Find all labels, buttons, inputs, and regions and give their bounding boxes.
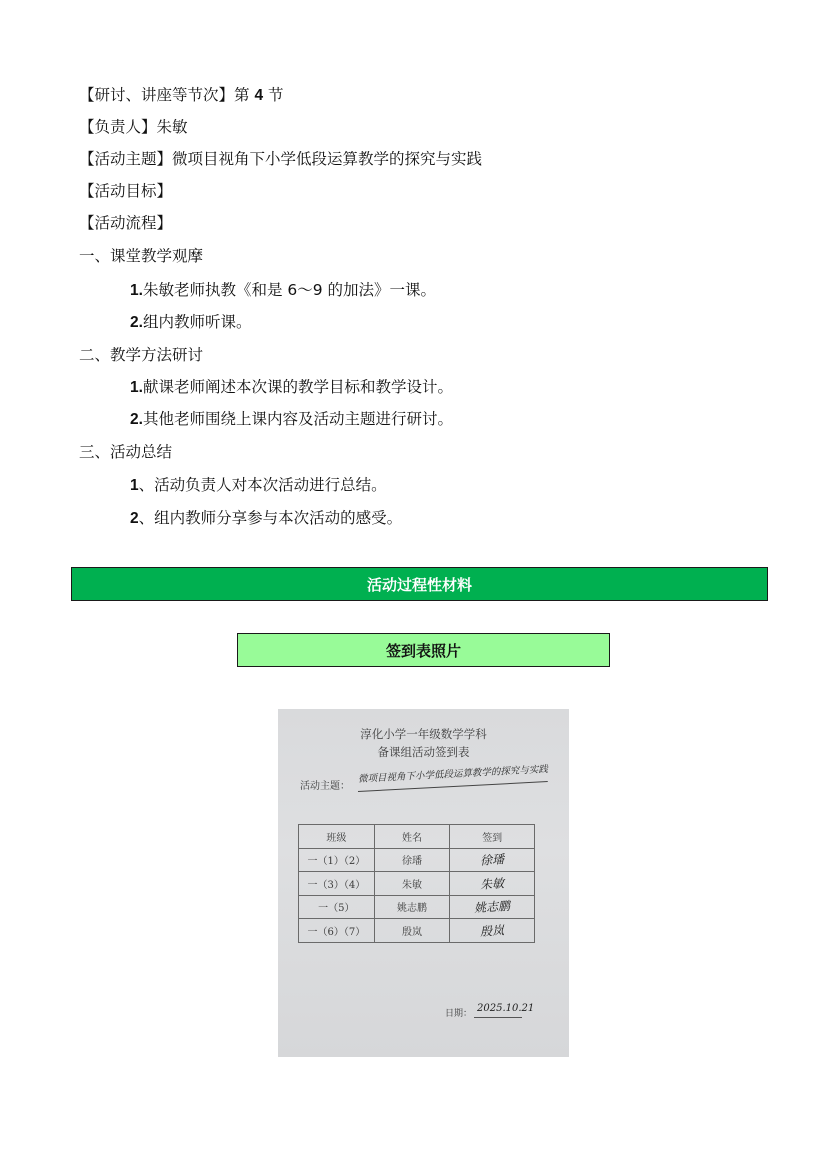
process-line: 【活动流程】 (79, 214, 173, 232)
list-item (130, 508, 402, 529)
item-number: 1. (130, 379, 143, 396)
signature: 朱敏 (479, 875, 505, 892)
process-materials-banner: 活动过程性材料 (71, 567, 768, 601)
sheet-subtitle: 备课组活动签到表 (377, 745, 470, 759)
session-suffix: 节 (268, 86, 284, 104)
goal-line: 【活动目标】 (79, 182, 173, 200)
theme-line: 【活动主题】微项目视角下小学低段运算教学的探究与实践 (79, 150, 483, 168)
session-number: 4 (254, 87, 264, 104)
item-number: 1 (130, 477, 139, 494)
item-number: 1. (130, 282, 143, 299)
cell-class: 一（1）（2） (299, 848, 375, 872)
cell-class: 一（6）（7） (299, 919, 375, 943)
item-text: 献课老师阐述本次课的教学目标和教学设计。 (142, 378, 453, 396)
item-number: 2. (130, 314, 143, 331)
sign-in-table (298, 824, 535, 943)
table-row (299, 895, 535, 919)
cell-name: 徐璠 (374, 848, 450, 872)
header-name: 姓名 (374, 825, 450, 849)
list-item (130, 377, 453, 398)
header-sign: 签到 (450, 825, 535, 849)
date-underline (474, 1017, 522, 1018)
section-heading: 一、课堂教学观摩 (79, 247, 204, 265)
item-text: 组内教师听课。 (142, 313, 252, 331)
cell-signature (450, 848, 535, 872)
section-heading: 二、教学方法研讨 (79, 346, 204, 364)
cell-class: 一（5） (299, 895, 375, 919)
cell-signature (450, 895, 535, 919)
sign-in-photo-banner: 签到表照片 (237, 633, 610, 667)
sheet-date-label: 日期： (445, 1009, 473, 1019)
signature: 殷岚 (479, 922, 505, 939)
section-heading: 三、活动总结 (79, 443, 173, 461)
table-row (299, 919, 535, 943)
cell-signature (450, 919, 535, 943)
cell-signature (450, 872, 535, 896)
sign-in-sheet-photo (278, 709, 569, 1057)
signature: 姚志鹏 (473, 899, 511, 916)
session-line (79, 85, 284, 106)
item-text: 其他老师围绕上课内容及活动主题进行研讨。 (142, 410, 453, 428)
item-text: 、活动负责人对本次活动进行总结。 (138, 476, 387, 494)
sheet-theme-value: 微项目视角下小学低段运算教学的探究与实践 (357, 764, 549, 785)
leader-line: 【负责人】朱敏 (79, 118, 188, 136)
item-number: 2 (130, 510, 139, 527)
cell-name: 朱敏 (374, 872, 450, 896)
cell-name: 殷岚 (374, 919, 450, 943)
item-number: 2. (130, 411, 143, 428)
item-text: 、组内教师分享参与本次活动的感受。 (138, 509, 403, 527)
sheet-date-value: 2025.10.21 (477, 1003, 535, 1014)
cell-class: 一（3）（4） (299, 872, 375, 896)
signature: 徐璠 (479, 852, 505, 869)
table-header-row (299, 825, 535, 849)
session-label: 【研讨、讲座等节次】第 (79, 86, 250, 104)
list-item (130, 312, 251, 333)
list-item (130, 409, 453, 430)
list-item (130, 280, 436, 301)
item-text: 朱敏老师执教《和是 6～9 的加法》一课。 (142, 281, 437, 299)
table-row (299, 872, 535, 896)
sheet-theme-label: 活动主题： (300, 781, 350, 792)
cell-name: 姚志鹏 (374, 895, 450, 919)
list-item (130, 475, 387, 496)
header-class: 班级 (299, 825, 375, 849)
sheet-title: 淳化小学一年级数学学科 (360, 727, 487, 741)
table-row (299, 848, 535, 872)
